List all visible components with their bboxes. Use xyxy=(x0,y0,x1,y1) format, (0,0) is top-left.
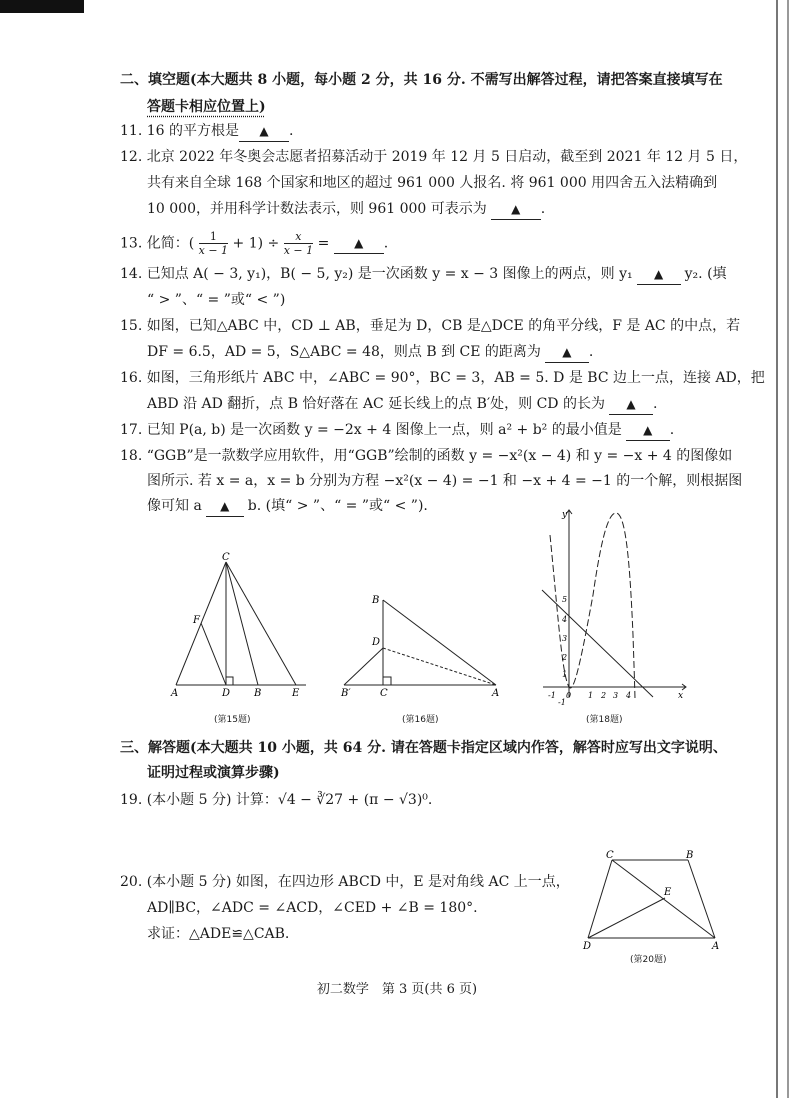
fig15-label-a: A xyxy=(171,688,179,699)
figure-18 xyxy=(538,505,698,705)
fig16-right-angle xyxy=(383,677,391,685)
answer-blank: ▲ xyxy=(491,199,541,220)
q16-line2: ABD 沿 AD 翻折，点 B 恰好落在 AC 延长线上的点 B′处，则 CD 的长为 ▲ . xyxy=(147,394,657,415)
answer-blank: ▲ xyxy=(206,496,244,517)
answer-blank: ▲ xyxy=(609,394,653,415)
fig18-tick: 2 xyxy=(562,653,568,662)
answer-blank: ▲ xyxy=(637,264,681,285)
section3-heading: 三、解答题(本大题共 10 小题，共 64 分. 请在答题卡指定区域内作答，解答时应写出文字说明、 xyxy=(120,740,727,756)
q11-text: 11. 16 的平方根是 xyxy=(120,123,239,139)
figure-16 xyxy=(340,590,510,700)
section3-heading-cont: 证明过程或演算步骤) xyxy=(147,765,280,781)
fig15-segment-fd xyxy=(201,623,226,685)
fig20-segment-de xyxy=(588,898,665,938)
fig18-tick: 2 xyxy=(601,691,607,700)
q14-line2: “ > ”、“ = ”或“ < ”) xyxy=(147,292,286,308)
fig15-side-cb xyxy=(226,562,258,685)
q12-line2: 共有来自全球 168 个国家和地区的超过 961 000 人报名. 将 961 000 用四舍五入法精确到 xyxy=(147,175,718,191)
fig15-right-angle xyxy=(226,677,233,685)
q20-line2: AD∥BC，∠ADC = ∠ACD，∠CED + ∠B = 180°. xyxy=(147,900,478,916)
fig15-label-c: C xyxy=(222,552,230,563)
fig18-axis-x: x xyxy=(678,691,684,701)
q18-line3: 像可知 a ▲ b. (填“ > ”、“ = ”或“ < ”). xyxy=(147,496,428,517)
fig18-tick: -1 xyxy=(548,691,556,700)
q16-line1: 16. 如图，三角形纸片 ABC 中，∠ABC = 90°，BC = 3，AB = 5. D 是 BC 边上一点，连接 AD，把 xyxy=(120,370,765,386)
fig18-axis-y: y xyxy=(562,510,568,520)
fig18-tick: 3 xyxy=(562,634,568,643)
fig16-fold-ad xyxy=(383,648,496,685)
fig18-tick: 5 xyxy=(562,595,568,604)
answer-blank: ▲ xyxy=(545,342,589,363)
fig15-label-f: F xyxy=(193,615,200,626)
fig18-tick: 4 xyxy=(626,691,632,700)
figure-15 xyxy=(166,550,316,700)
fig16-side-ba xyxy=(383,600,496,685)
figure-20 xyxy=(580,848,725,958)
fig18-tick: 4 xyxy=(562,615,568,624)
scan-mark-top xyxy=(0,0,84,13)
fig15-label-e: E xyxy=(292,688,300,699)
fig20-label-e: E xyxy=(664,887,672,898)
fig16-label-d: D xyxy=(372,637,381,648)
fig15-side-ce xyxy=(226,562,296,685)
fig16-label-b: B xyxy=(372,595,380,606)
fig18-linear-line xyxy=(542,590,653,697)
fig15-label-d: D xyxy=(222,688,231,699)
question-17: 17. 已知 P(a, b) 是一次函数 y = −2x + 4 图像上一点，则 a² + b² 的最小值是 ▲ . xyxy=(120,420,674,441)
q18-line1: 18. “GGB”是一款数学应用软件，用“GGB”绘制的函数 y = −x²(x − 4) 和 y = −x + 4 的图像如 xyxy=(120,448,733,464)
fig16-caption: (第16题) xyxy=(402,715,439,725)
fig20-label-d: D xyxy=(583,941,592,952)
page-footer: 初二数学 第 3 页(共 6 页) xyxy=(316,982,478,997)
q12-line1: 12. 北京 2022 年冬奥会志愿者招募活动于 2019 年 12 月 5 日启动，截至到 2021 年 12 月 5 日， xyxy=(120,149,748,165)
answer-blank: ▲ xyxy=(626,420,670,441)
question-19: 19. (本小题 5 分) 计算：√4 − ∛27 + (π − √3)⁰. xyxy=(120,792,433,808)
answer-blank: ▲ xyxy=(239,121,289,142)
fig18-tick: 1 xyxy=(588,691,594,700)
fig20-label-b: B xyxy=(686,850,694,861)
q20-line3: 求证：△ADE≌△CAB. xyxy=(147,926,290,942)
question-13: 13. 化简：( $\frac{1}{x - 1}$ + 1) ÷ $\frac{x}{x - 1}$ = ▲ . xyxy=(120,230,389,257)
fig20-caption: (第20题) xyxy=(630,955,667,965)
fig20-side-dc xyxy=(588,860,612,938)
fig18-tick: 1 xyxy=(562,670,568,679)
fig16-label-c: C xyxy=(380,688,388,699)
fig18-tick: 3 xyxy=(613,691,619,700)
fig18-tick: -1 xyxy=(558,698,566,705)
q15-line2: DF = 6.5，AD = 5，S△ABC = 48，则点 B 到 CE 的距离为 ▲ . xyxy=(147,342,593,363)
q12-line3: 10 000，并用科学计数法表示，则 961 000 可表示为 ▲ . xyxy=(147,199,545,220)
fig20-side-ba xyxy=(688,860,715,938)
fig16-label-a: A xyxy=(492,688,500,699)
q14-line1: 14. 已知点 A( − 3, y₁)，B( − 5, y₂) 是一次函数 y = x − 3 图像上的两点，则 y₁ ▲ y₂. (填 xyxy=(120,264,727,285)
section2-heading: 二、填空题(本大题共 8 小题，每小题 2 分，共 16 分. 不需写出解答过程，请把答案直接填写在 xyxy=(120,72,723,88)
fig18-caption: (第18题) xyxy=(586,715,623,725)
section2-heading-cont: 答题卡相应位置上) xyxy=(147,99,266,115)
fig15-label-b: B xyxy=(254,688,262,699)
q15-line1: 15. 如图，已知△ABC 中，CD ⊥ AB，垂足为 D，CB 是△DCE 的角平分线，F 是 AC 的中点，若 xyxy=(120,318,741,334)
fig20-label-a: A xyxy=(712,941,720,952)
scan-edge-line xyxy=(787,0,789,1098)
q18-line2: 图所示. 若 x = a，x = b 分别为方程 −x²(x − 4) = −1 和 −x + 4 = −1 的一个解，则根据图 xyxy=(147,473,743,489)
fig15-caption: (第15题) xyxy=(214,715,251,725)
question-11: 11. 16 的平方根是 ▲ . xyxy=(120,121,293,142)
fig16-label-bprime: B′ xyxy=(341,688,351,699)
fig20-label-c: C xyxy=(606,850,614,861)
scan-edge-line xyxy=(776,0,778,1098)
fig16-segment-bpd xyxy=(344,648,383,685)
answer-blank: ▲ xyxy=(334,233,384,254)
fig18-tick: 0 xyxy=(566,691,572,700)
q20-line1: 20. (本小题 5 分) 如图，在四边形 ABCD 中，E 是对角线 AC 上一点， xyxy=(120,874,570,890)
